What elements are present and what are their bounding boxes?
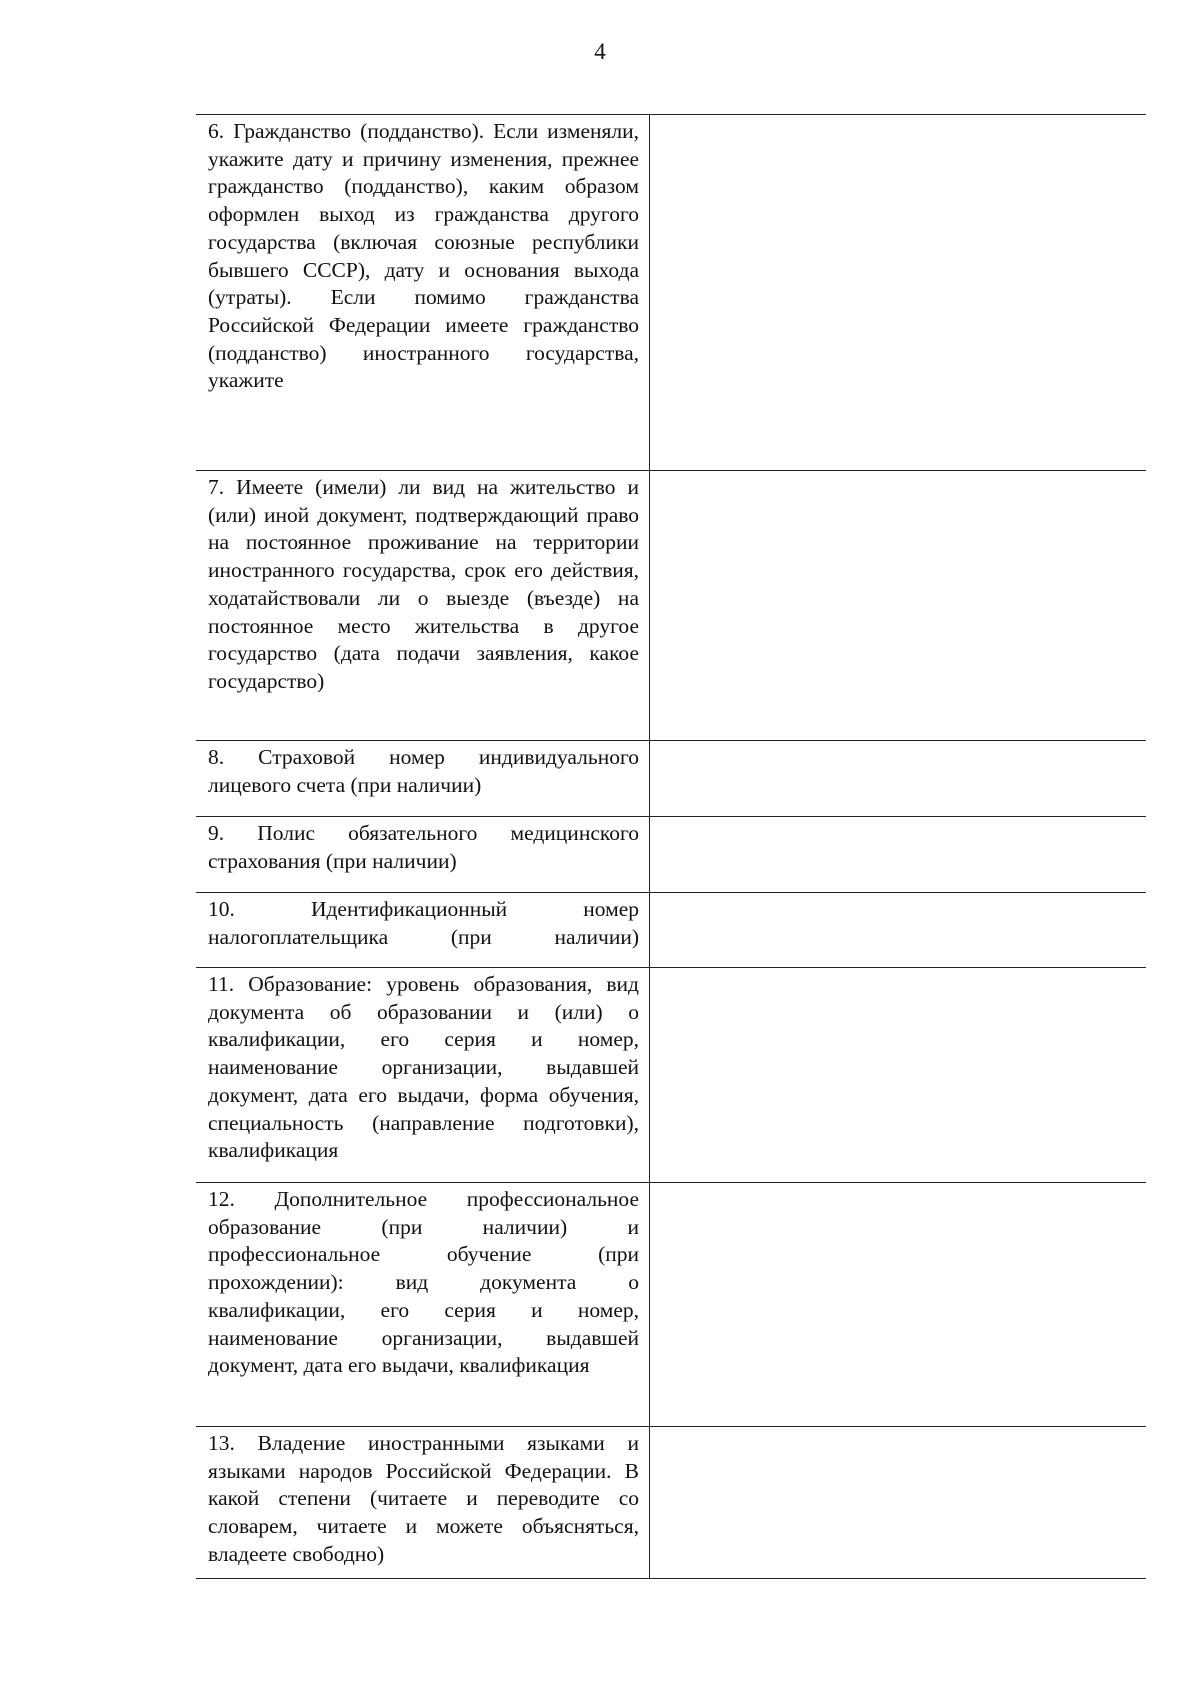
question-taxpayer-id: 10. Идентификационный номер налогоплательщика (при наличии)	[208, 897, 639, 949]
question-cell	[196, 471, 650, 741]
answer-cell-medical-policy[interactable]	[650, 817, 1147, 893]
question-cell	[196, 817, 650, 893]
answer-cell-languages[interactable]	[650, 1427, 1147, 1579]
question-languages: 13. Владение иностранными языками и языками народов Российской Федерации. В какой степени (читаете и переводите со словарем, читаете и можете объясняться, владеете свободно)	[208, 1431, 639, 1566]
table-row-languages	[196, 1427, 1146, 1579]
question-cell	[196, 968, 650, 1183]
table-row-medical-policy	[196, 817, 1146, 893]
table-row-education	[196, 968, 1146, 1183]
answer-cell-education[interactable]	[650, 968, 1147, 1183]
answer-cell-additional-education[interactable]	[650, 1183, 1147, 1427]
answer-cell-citizenship[interactable]	[650, 115, 1147, 471]
table-row-insurance-number	[196, 741, 1146, 817]
question-cell	[196, 893, 650, 968]
table-row-taxpayer-id	[196, 893, 1146, 968]
question-citizenship: 6. Гражданство (подданство). Если изменяли, укажите дату и причину изменения, прежнее гражданство (подданство), каким образом оформлен выход из гражданства другого государства (включая союзные республики бывшего СССР), дату и основания выхода (утраты). Если помимо гражданства Российской Федерации имеете гражданство (подданство) иностранного государства, укажите	[208, 119, 639, 393]
answer-cell-insurance-number[interactable]	[650, 741, 1147, 817]
question-cell	[196, 1183, 650, 1427]
question-insurance-number: 8. Страховой номер индивидуального лицевого счета (при наличии)	[208, 745, 639, 797]
question-cell	[196, 115, 650, 471]
question-education: 11. Образование: уровень образования, вид документа об образовании и (или) о квалификации, его серия и номер, наименование организации, выдавшей документ, дата его выдачи, форма обучения, специальность (направление подготовки), квалификация	[208, 972, 639, 1163]
question-medical-policy: 9. Полис обязательного медицинского страхования (при наличии)	[208, 821, 639, 873]
table-row-citizenship	[196, 115, 1146, 471]
page-number: 4	[594, 39, 606, 64]
question-cell	[196, 741, 650, 817]
table-row-additional-education	[196, 1183, 1146, 1427]
question-residence-permit: 7. Имеете (имели) ли вид на жительство и (или) иной документ, подтверждающий право на постоянное проживание на территории иностранного государства, срок его действия, ходатайствовали ли о выезде (въезде) на постоянное место жительства в другое государство (дата подачи заявления, какое государство)	[208, 475, 639, 693]
answer-cell-residence-permit[interactable]	[650, 471, 1147, 741]
answer-cell-taxpayer-id[interactable]	[650, 893, 1147, 968]
table-row-residence-permit	[196, 471, 1146, 741]
question-additional-education: 12. Дополнительное профессиональное образование (при наличии) и профессиональное обучение (при прохождении): вид документа о квалификации, его серия и номер, наименование организации, выдавшей документ, дата его выдачи, квалификация	[208, 1187, 639, 1378]
questionnaire-table	[196, 114, 1146, 1579]
question-cell	[196, 1427, 650, 1579]
